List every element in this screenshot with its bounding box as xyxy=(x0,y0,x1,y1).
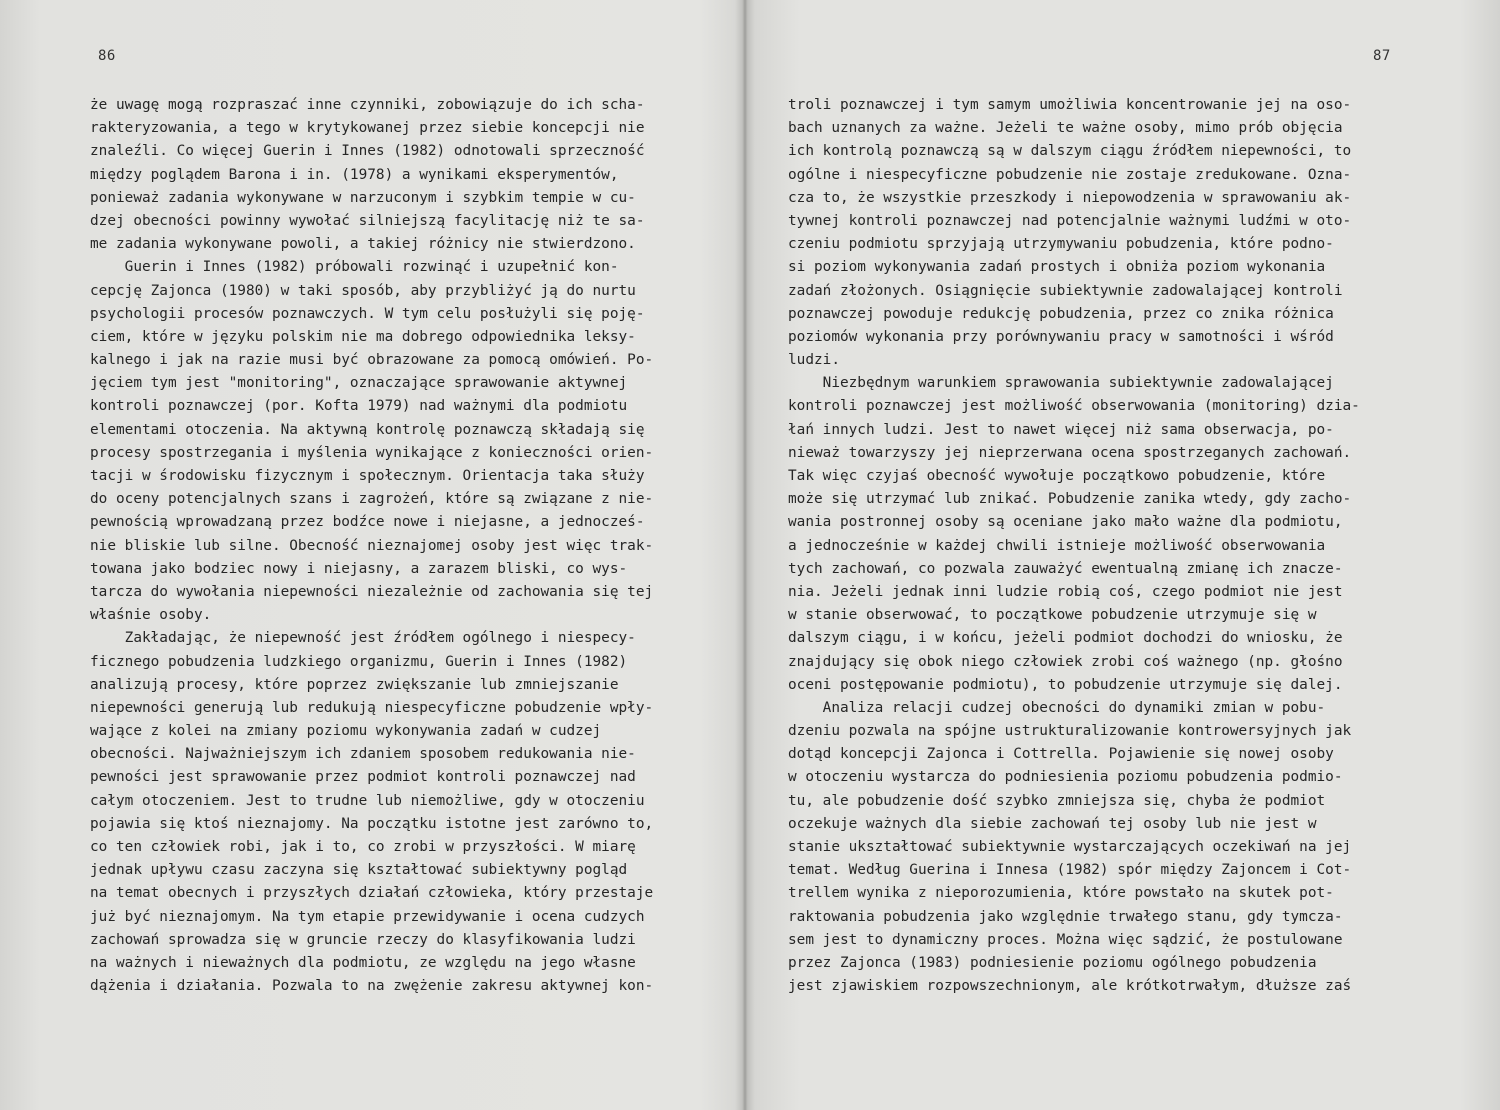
text-line: stanie ukształtować subiektywnie wystarczających oczekiwań na jej xyxy=(788,839,1352,855)
text-line: kontroli poznawczej (por. Kofta 1979) nad ważnymi dla podmiotu xyxy=(90,398,628,415)
text-line: przez Zajonca (1983) podniesienie poziomu ogólnego pobudzenia xyxy=(788,954,1317,971)
text-line: na temat obecnych i przyszłych działań człowieka, który przestaje xyxy=(90,885,654,902)
text-line: może się utrzymać lub znikać. Pobudzenie zanika wtedy, gdy zacho- xyxy=(788,491,1352,508)
text-line: towana jako bodziec nowy i niejasny, a zarazem bliski, co wys- xyxy=(90,560,628,577)
text-line: wające z kolei na zmiany poziomu wykonywania zadań w cudzej xyxy=(90,723,602,740)
text-line: nieważ towarzyszy jej nieprzerwana ocena spostrzeganych zachowań. xyxy=(788,444,1352,461)
text-line: ogólne i niespecyficzne pobudzenie nie zostaje zredukowane. Ozna- xyxy=(788,166,1352,183)
text-line: że uwagę mogą rozpraszać inne czynniki, zobowiązuje do ich scha- xyxy=(90,97,645,113)
text-line: już być nieznajomym. Na tym etapie przewidywanie i ocena cudzych xyxy=(90,908,645,925)
text-line: niepewności generują lub redukują niespecyficzne pobudzenie wpły- xyxy=(90,699,654,716)
text-line: ich kontrolą poznawczą są w dalszym ciągu źródłem niepewności, to xyxy=(788,143,1352,160)
text-line: w otoczeniu wystarcza do podniesienia poziomu pobudzenia podmio- xyxy=(788,769,1343,786)
text-line: zachowań sprowadza się w gruncie rzeczy do klasyfikowania ludzi xyxy=(90,931,636,948)
text-line: na ważnych i nieważnych dla podmiotu, ze względu na jego własne xyxy=(90,954,636,971)
text-line: me zadania wykonywane powoli, a takiej różnicy nie stwierdzono. xyxy=(90,236,636,253)
text-line: jest zjawiskiem rozpowszechnionym, ale krótkotrwałym, dłuższe zaś xyxy=(788,978,1352,995)
text-line: Tak więc czyjaś obecność wywołuje początkowo pobudzenie, które xyxy=(788,468,1326,484)
text-line: poziomów wykonania przy porównywaniu pracy w samotności i wśród xyxy=(788,328,1334,345)
text-line: Zakładając, że niepewność jest źródłem ogólnego i niespecy- xyxy=(90,630,636,647)
right-page-text xyxy=(788,94,1360,998)
text-line: temat. Według Guerina i Innesa (1982) spór między Zajoncem i Cot- xyxy=(788,862,1352,879)
text-line: oczekuje ważnych dla siebie zachowań tej osoby lub nie jest w xyxy=(788,815,1317,832)
text-line: całym otoczeniem. Jest to trudne lub niemożliwe, gdy w otoczeniu xyxy=(90,792,645,809)
text-line: poznawczej powoduje redukcję pobudzenia, przez co znika różnica xyxy=(788,305,1334,322)
text-line: analizują procesy, które poprzez zwiększanie lub zmniejszanie xyxy=(90,676,619,693)
text-line: znaleźli. Co więcej Guerin i Innes (1982) odnotowali sprzeczność xyxy=(90,143,645,160)
page-number-left: 86 xyxy=(98,48,116,64)
text-line: Niezbędnym warunkiem sprawowania subiektywnie zadowalającej xyxy=(788,375,1334,392)
right-page xyxy=(748,0,1500,1110)
text-line: kalnego i jak na razie musi być obrazowane za pomocą omówień. Po- xyxy=(90,352,654,369)
text-line: cepcję Zajonca (1980) w taki sposób, aby przybliżyć ją do nurtu xyxy=(90,282,636,299)
text-line: jednak upływu czasu zaczyna się kształtować subiektywny pogląd xyxy=(90,862,628,879)
text-line: dzeniu pozwala na spójne ustrukturalizowanie kontrowersyjnych jak xyxy=(788,723,1352,740)
text-line: tywnej kontroli poznawczej nad potencjalnie ważnymi ludźmi w oto- xyxy=(788,212,1352,229)
text-line: psychologii procesów poznawczych. W tym celu posłużyli się poję- xyxy=(90,305,645,322)
text-line: znajdujący się obok niego człowiek zrobi coś ważnego (np. głośno xyxy=(788,653,1343,670)
text-line: w stanie obserwować, to początkowe pobudzenie utrzymuje się w xyxy=(788,607,1317,624)
text-line: ludzi. xyxy=(788,352,840,369)
text-line: jęciem tym jest "monitoring", oznaczające sprawowanie aktywnej xyxy=(90,375,628,392)
text-line: co ten człowiek robi, jak i to, co zrobi w przyszłości. W miarę xyxy=(90,839,636,855)
text-line: tarcza do wywołania niepewności niezależnie od zachowania się tej xyxy=(90,583,654,600)
text-line: dalszym ciągu, i w końcu, jeżeli podmiot dochodzi do wniosku, że xyxy=(788,630,1343,647)
text-line: tu, ale pobudzenie dość szybko zmniejsza się, chyba że podmiot xyxy=(788,792,1326,809)
text-line: dążenia i działania. Pozwala to na zwężenie zakresu aktywnej kon- xyxy=(90,978,654,995)
text-line: tych zachowań, co pozwala zauważyć ewentualną zmianę ich znacze- xyxy=(788,560,1343,577)
text-line: między poglądem Barona i in. (1978) a wynikami eksperymentów, xyxy=(90,166,619,183)
text-line: oceni postępowanie podmiotu), to pobudzenie utrzymuje się dalej. xyxy=(788,676,1343,693)
text-line: wania postronnej osoby są oceniane jako mało ważne dla podmiotu, xyxy=(788,514,1343,531)
text-line: Analiza relacji cudzej obecności do dynamiki zmian w pobu- xyxy=(788,699,1326,716)
text-line: łań innych ludzi. Jest to nawet więcej niż sama obserwacja, po- xyxy=(788,421,1334,438)
text-line: Guerin i Innes (1982) próbowali rozwinąć i uzupełnić kon- xyxy=(90,259,619,276)
text-line: a jednocześnie w każdej chwili istnieje możliwość obserwowania xyxy=(788,537,1326,554)
text-line: rakteryzowania, a tego w krytykowanej przez siebie koncepcji nie xyxy=(90,120,645,137)
text-line: elementami otoczenia. Na aktywną kontrolę poznawczą składają się xyxy=(90,421,645,438)
text-line: tacji w środowisku fizycznym i społecznym. Orientacja taka służy xyxy=(90,468,645,484)
text-line: pewnością wprowadzaną przez bodźce nowe i niejasne, a jednocześ- xyxy=(90,514,645,531)
left-page-text xyxy=(90,94,653,998)
text-line: zadań złożonych. Osiągnięcie subiektywnie zadowalającej kontroli xyxy=(788,282,1343,299)
text-line: sem jest to dynamiczny proces. Można więc sądzić, że postulowane xyxy=(788,931,1343,948)
text-line: dzej obecności powinny wywołać silniejszą facylitację niż te sa- xyxy=(90,212,645,229)
text-line: si poziom wykonywania zadań prostych i obniża poziom wykonania xyxy=(788,259,1326,276)
text-line: bach uznanych za ważne. Jeżeli te ważne osoby, mimo prób objęcia xyxy=(788,120,1343,137)
text-line: właśnie osoby. xyxy=(90,607,212,624)
text-line: trellem wynika z nieporozumienia, które powstało na skutek pot- xyxy=(788,885,1334,902)
text-line: pojawia się ktoś nieznajomy. Na początku istotne jest zarówno to, xyxy=(90,815,654,832)
text-line: ficznego pobudzenia ludzkiego organizmu, Guerin i Innes (1982) xyxy=(90,653,628,670)
text-line: troli poznawczej i tym samym umożliwia koncentrowanie jej na oso- xyxy=(788,97,1352,113)
text-line: dotąd koncepcji Zajonca i Cottrella. Pojawienie się nowej osoby xyxy=(788,746,1334,763)
text-line: pewności jest sprawowanie przez podmiot kontroli poznawczej nad xyxy=(90,769,636,786)
text-line: nie bliskie lub silne. Obecność nieznajomej osoby jest więc trak- xyxy=(90,537,654,554)
text-line: czeniu podmiotu sprzyjają utrzymywaniu pobudzenia, które podno- xyxy=(788,236,1334,253)
page-number-right: 87 xyxy=(1373,48,1391,64)
text-line: ciem, które w języku polskim nie ma dobrego odpowiednika leksy- xyxy=(90,328,636,345)
text-line: nia. Jeżeli jednak inni ludzie robią coś, czego podmiot nie jest xyxy=(788,583,1343,600)
text-line: kontroli poznawczej jest możliwość obserwowania (monitoring) dzia- xyxy=(788,398,1360,415)
text-line: raktowania pobudzenia jako względnie trwałego stanu, gdy tymcza- xyxy=(788,908,1343,925)
text-line: obecności. Najważniejszym ich zdaniem sposobem redukowania nie- xyxy=(90,746,636,763)
text-line: do oceny potencjalnych szans i zagrożeń, które są związane z nie- xyxy=(90,491,654,508)
text-line: procesy spostrzegania i myślenia wynikające z konieczności orien- xyxy=(90,444,654,461)
text-line: ponieważ zadania wykonywane w narzuconym i szybkim tempie w cu- xyxy=(90,189,636,206)
left-page xyxy=(0,0,742,1110)
text-line: cza to, że wszystkie przeszkody i niepowodzenia w sprawowaniu ak- xyxy=(788,189,1352,206)
